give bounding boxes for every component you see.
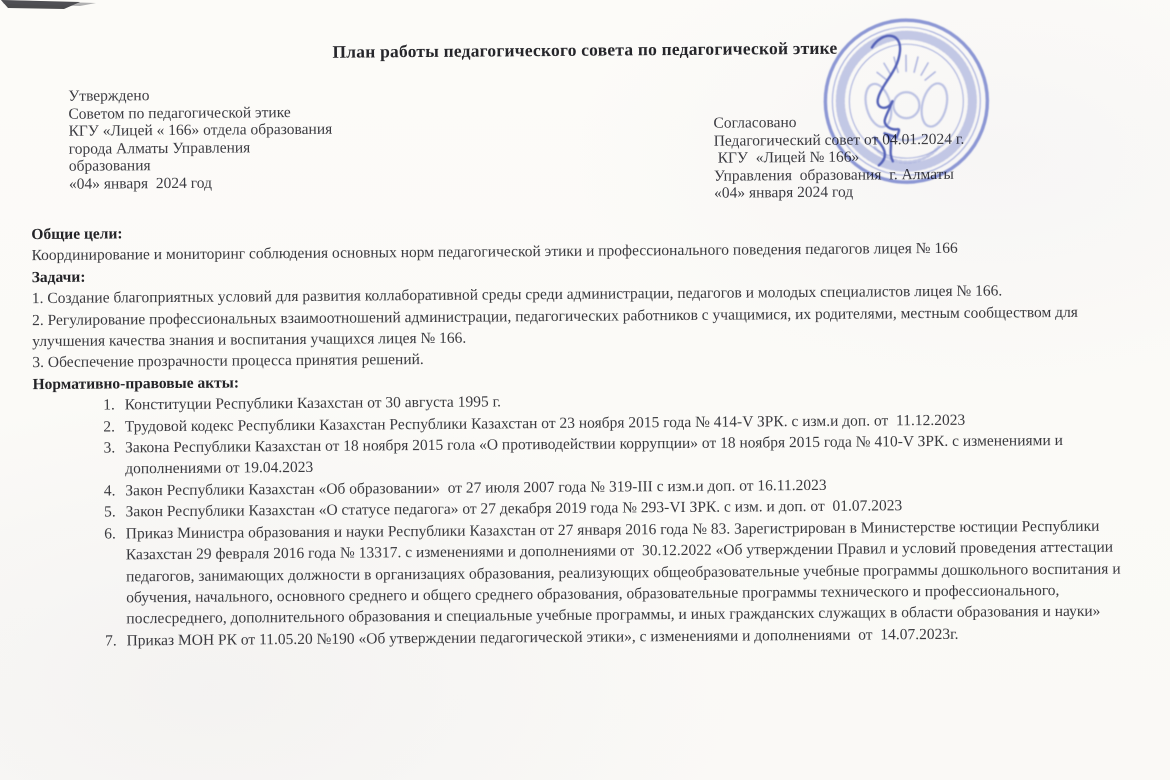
legal-act-item: 5. Закон Республики Казахстан «О статусе педагога» от 27 декабря 2019 года № 293-VI ЗРК. с изм. и доп. от 01.07.2023	[119, 494, 1147, 523]
goals-heading: Общие цели:	[31, 225, 123, 244]
legal-act-item: 4. Закон Республики Казахстан «Об образовании» от 27 июля 2007 года № 319-III с изм.и доп. от 16.11.2023	[119, 472, 1147, 501]
legal-act-item: 1. Конституции Республики Казахстан от 30 августа 1995 г.	[119, 387, 1147, 416]
task-item: 3. Обеспечение прозрачности процесса принятия решений.	[32, 351, 424, 372]
approval-line: «04» января 2024 год	[68, 174, 213, 193]
document-body	[31, 215, 1148, 652]
approval-block-approved	[68, 85, 469, 194]
approval-line: Утверждено	[68, 87, 150, 105]
legal-acts-list	[33, 387, 1149, 653]
scan-corner-artifact-icon	[0, 0, 110, 22]
task-item: 1. Создание благоприятных условий для развития коллаборативной среды среди администрации, педагогов и молодых специалистов лицея № 166.	[31, 282, 1003, 308]
approval-line: Советом по педагогической этике	[68, 103, 291, 123]
legal-act-item: 2. Трудовой кодекс Республики Казахстан Республики Казахстан от 23 ноября 2015 года № 414-V ЗРК. с изм.и доп. от 11.12.2023	[119, 408, 1147, 437]
approval-line: КГУ «Лицей № 166»	[713, 148, 860, 167]
approval-line: Согласовано	[713, 114, 797, 132]
approval-line: города Алматы Управления	[68, 139, 251, 158]
approval-block-agreed	[713, 111, 1134, 202]
approval-line: «04» января 2024 год	[714, 183, 854, 203]
document-title: План работы педагогического совета по педагогической этике	[332, 37, 838, 62]
approval-line: Педагогический совет от 04.01.2024 г.	[713, 130, 965, 150]
acts-heading: Нормативно-правовые акты:	[32, 374, 240, 393]
legal-act-item: 7. Приказ МОН РК от 11.05.20 №190 «Об утверждении педагогической этики», с изменениями и дополнениями от 14.07.2023г.	[120, 622, 1148, 651]
approval-line: Управления образования г. Алматы	[713, 165, 954, 185]
legal-act-item: 3. Закона Республики Казахстан от 18 ноября 2015 гола «О противодействии коррупции» от 18 ноября 2015 года № 410-V ЗРК. с изменениями и дополнениями от 19.04.2023	[119, 429, 1147, 480]
approval-line: КГУ «Лицей « 166» отдела образования	[68, 120, 333, 140]
approval-line: образования	[68, 157, 151, 176]
task-item: 2. Регулирование профессиональных взаимоотношений администрации, педагогических работников с учащимися, их родителями, местным сообществом для улучшения качества знания и воспитания учащихся лицея № 166.	[31, 303, 1082, 351]
legal-act-item: 6. Приказ Министра образования и науки Республики Казахстан от 27 января 2016 года № 83. Зарегистрирован в Министерстве юстиции Республики Казахстан 29 февраля 2016 года № 13317. с изменениями и дополнениями от 30.12.2022 «Об утверждении Правил и условий проведения аттестации педагогов, занимающих должности в организациях образования, реализующих общеобразовательные учебные программы дошкольного воспитания и обучения, начального, основного среднего и общего среднего образования, образовательные программы технического и профессионального, послесреднего, дополнительного образования и специальные учебные программы, и иных гражданских служащих в области образования и науки»	[120, 515, 1149, 630]
tasks-list	[32, 280, 1147, 374]
tasks-heading: Задачи:	[31, 268, 86, 286]
goals-text: Координирование и мониторинг соблюдения основных норм педагогической этики и профессионального поведения педагогов лицея № 166	[31, 240, 958, 265]
